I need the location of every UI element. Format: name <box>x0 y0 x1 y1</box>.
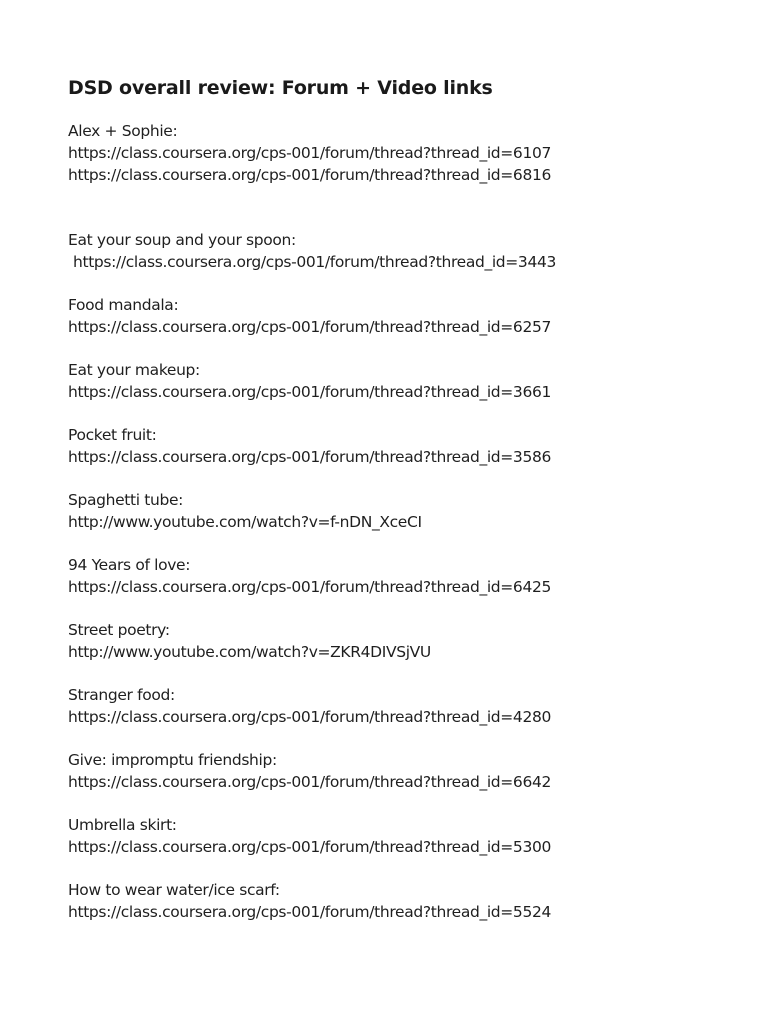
entry-link[interactable]: https://class.coursera.org/cps-001/forum/thread?thread_id=6816 <box>68 166 551 184</box>
list-item <box>68 229 758 273</box>
entry-link[interactable]: http://www.youtube.com/watch?v=ZKR4DIVSjVU <box>68 643 431 661</box>
entry-label: Food mandala: <box>68 296 179 314</box>
list-item <box>68 554 758 598</box>
entry-link[interactable]: http://www.youtube.com/watch?v=f-nDN_XceCI <box>68 513 422 531</box>
entry-label: Eat your makeup: <box>68 361 200 379</box>
list-item <box>68 619 758 663</box>
entry-link[interactable]: https://class.coursera.org/cps-001/forum/thread?thread_id=4280 <box>68 708 551 726</box>
entry-label: 94 Years of love: <box>68 556 191 574</box>
list-item <box>68 814 758 858</box>
entry-link[interactable]: https://class.coursera.org/cps-001/forum/thread?thread_id=3586 <box>68 448 551 466</box>
entry-label: How to wear water/ice scarf: <box>68 881 280 899</box>
entry-link[interactable]: https://class.coursera.org/cps-001/forum/thread?thread_id=3443 <box>73 253 556 271</box>
entry-link[interactable]: https://class.coursera.org/cps-001/forum/thread?thread_id=6257 <box>68 318 551 336</box>
entry-label: Stranger food: <box>68 686 175 704</box>
list-item <box>68 489 758 533</box>
list-item <box>68 879 758 923</box>
entry-label: Give: impromptu friendship: <box>68 751 277 769</box>
entry-link[interactable]: https://class.coursera.org/cps-001/forum/thread?thread_id=6642 <box>68 773 551 791</box>
entry-label: Umbrella skirt: <box>68 816 177 834</box>
entry-label: Alex + Sophie: <box>68 122 178 140</box>
list-item <box>68 684 758 728</box>
entry-link[interactable]: https://class.coursera.org/cps-001/forum/thread?thread_id=6425 <box>68 578 551 596</box>
entry-link[interactable]: https://class.coursera.org/cps-001/forum/thread?thread_id=6107 <box>68 144 551 162</box>
entry-label: Eat your soup and your spoon: <box>68 231 296 249</box>
list-item <box>68 424 758 468</box>
list-item <box>68 749 758 793</box>
list-item <box>68 120 758 186</box>
entry-label: Pocket fruit: <box>68 426 157 444</box>
page-title: DSD overall review: Forum + Video links <box>68 77 493 99</box>
entry-link[interactable]: https://class.coursera.org/cps-001/forum/thread?thread_id=3661 <box>68 383 551 401</box>
list-item <box>68 294 758 338</box>
link-list <box>68 120 758 923</box>
entry-label: Street poetry: <box>68 621 170 639</box>
document-page <box>68 74 758 944</box>
entry-link[interactable]: https://class.coursera.org/cps-001/forum/thread?thread_id=5300 <box>68 838 551 856</box>
entry-link[interactable]: https://class.coursera.org/cps-001/forum/thread?thread_id=5524 <box>68 903 551 921</box>
list-item <box>68 359 758 403</box>
entry-label: Spaghetti tube: <box>68 491 184 509</box>
